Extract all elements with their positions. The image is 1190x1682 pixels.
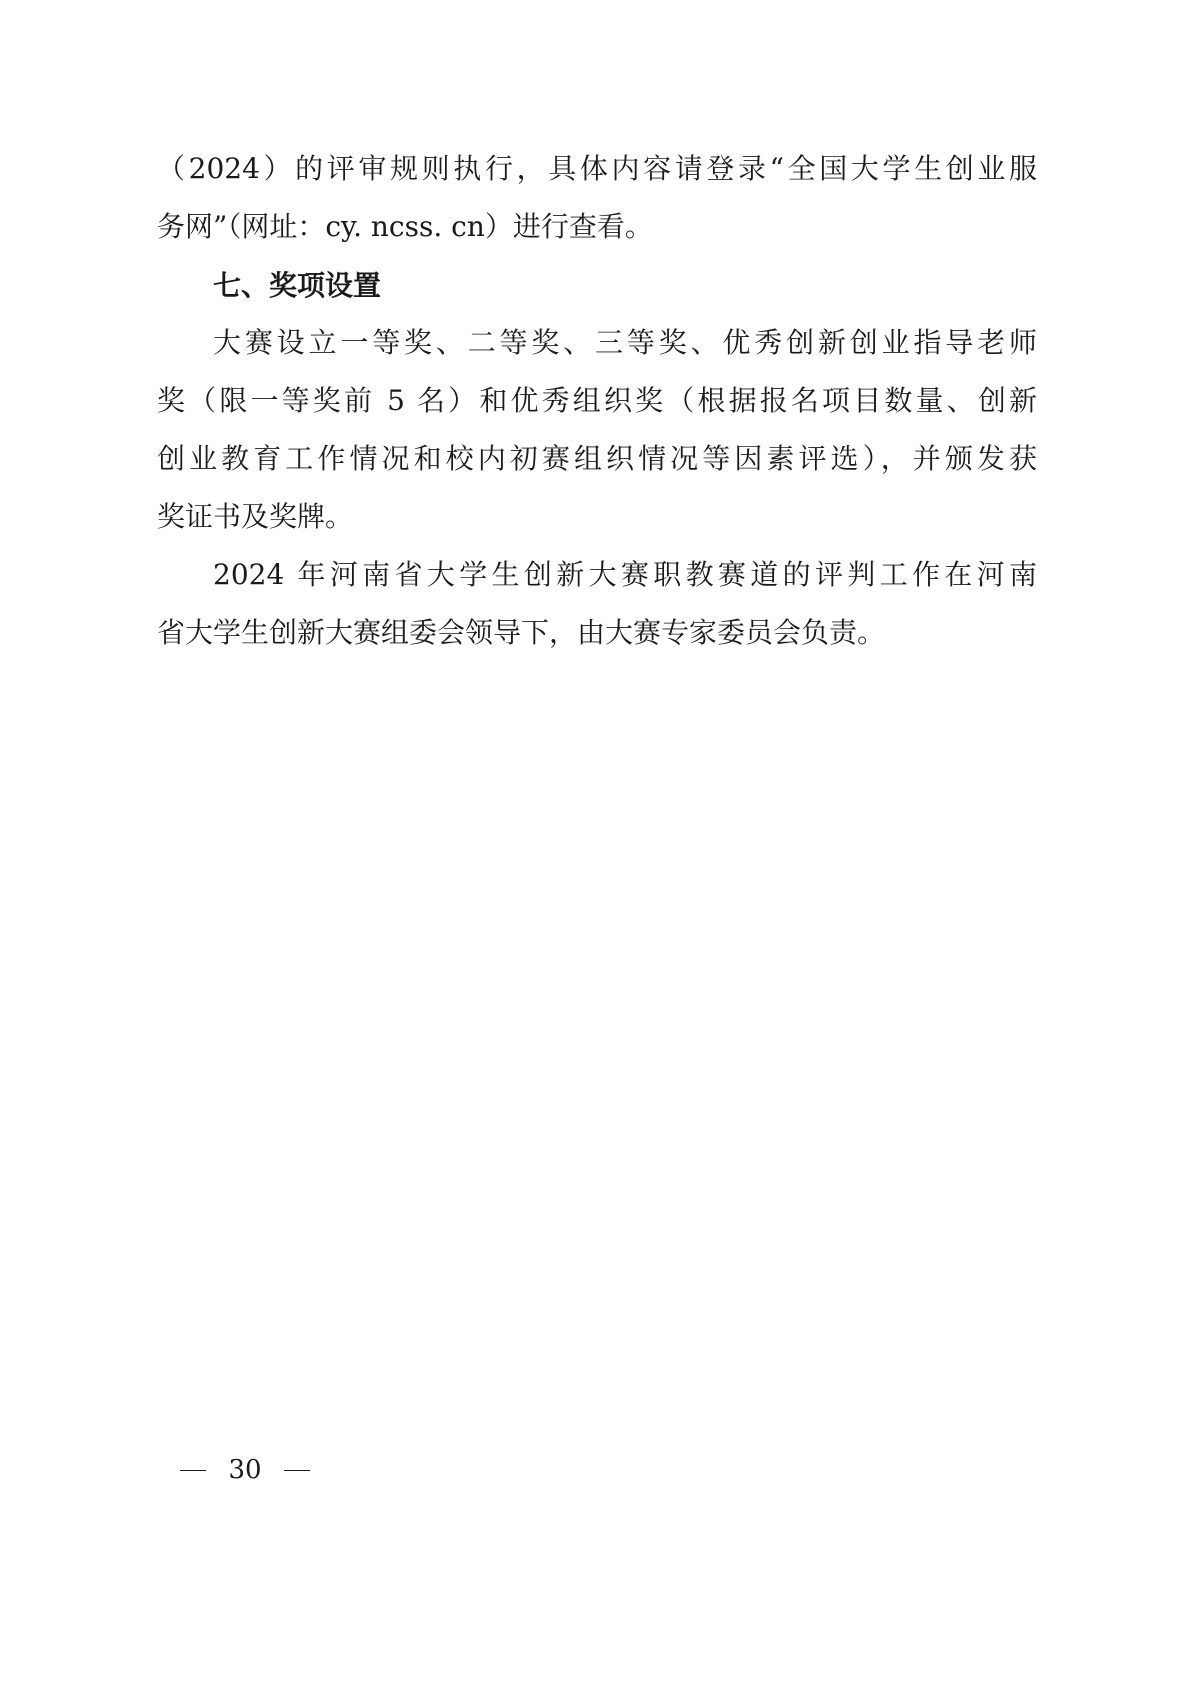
paragraph-line: （2024）的评审规则执行，具体内容请登录“全国大学生创业服 (157, 152, 1037, 185)
paragraph-line: 创业教育工作情况和校内初赛组织情况等因素评选），并颁发获 (157, 442, 1037, 475)
paragraph-line: 省大学生创新大赛组委会领导下，由大赛专家委员会负责。 (157, 616, 886, 649)
section-heading: 七、奖项设置 (213, 269, 382, 302)
paragraph-line: 务网”（网址：cy. ncss. cn）进行查看。 (157, 210, 653, 243)
page-number-text: 30 (228, 1455, 262, 1485)
dash-right (284, 1470, 310, 1471)
paragraph-line: 奖（限一等奖前 5 名）和优秀组织奖（根据报名项目数量、创新 (157, 384, 1037, 417)
paragraph-line: 大赛设立一等奖、二等奖、三等奖、优秀创新创业指导老师 (213, 326, 1037, 359)
page-number (180, 1450, 310, 1490)
paragraph-line: 奖证书及奖牌。 (157, 500, 354, 533)
dash-left (180, 1470, 206, 1471)
paragraph-line: 2024 年河南省大学生创新大赛职教赛道的评判工作在河南 (213, 558, 1037, 591)
